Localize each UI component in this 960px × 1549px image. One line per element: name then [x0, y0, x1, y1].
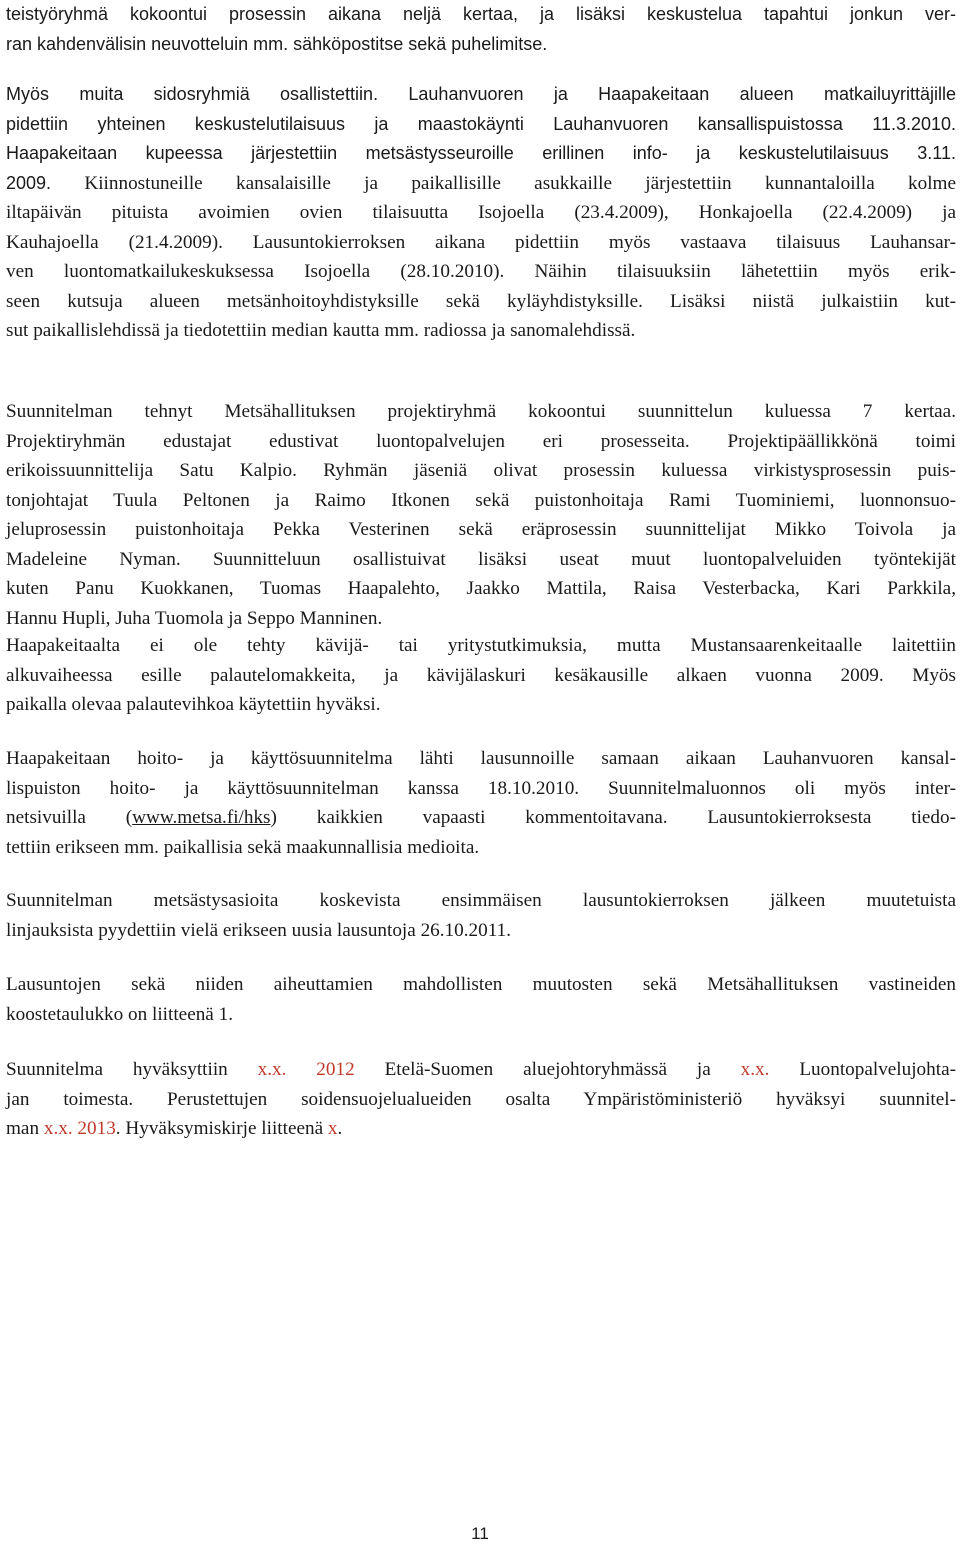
paragraph-6 — [6, 886, 956, 945]
paragraph-5-line-4: tettiin erikseen mm. paikallisia sekä maakunnallisia medioita. — [6, 836, 480, 858]
paragraph-3-line-8: Hannu Hupli, Juha Tuomola ja Seppo Manninen. — [6, 607, 383, 629]
paragraph-8 — [6, 1055, 956, 1144]
paragraph-7-line-2: koostetaulukko on liitteenä 1. — [6, 1003, 234, 1025]
paragraph-2-line-8 — [6, 287, 956, 317]
paragraph-4-line-3: paikalla olevaa palautevihkoa käytettiin hyväksi. — [6, 694, 381, 715]
paragraph-4 — [6, 631, 956, 720]
paragraph-8-text-2: Etelä-Suomen aluejohtoryhmässä ja — [354, 1059, 741, 1080]
paragraph-1-line-1: teistyöryhmä kokoontui prosessin aikana neljä kertaa, ja lisäksi keskustelua tapahtui jonkun ver- — [6, 4, 956, 24]
paragraph-3-line-3: erikoissuunnittelija Satu Kalpio. Ryhmän jäseniä olivat prosessin kuluessa virkistysprosessin puis- — [6, 460, 956, 481]
paragraph-3-line-6: Madeleine Nyman. Suunnitteluun osallistuivat lisäksi useat muut luontopalveluiden työntekijät — [6, 548, 956, 570]
paragraph-2-line-6-b: Lausuntokierroksen aikana pidettiin myös vastaava tilaisuus Lauhansar- — [222, 231, 956, 253]
paragraph-2-line-4-a: 2009. — [6, 172, 52, 193]
paragraph-2-line-2: pidettiin yhteinen keskustelutilaisuus ja maastokäynti Lauhanvuoren kansallispuistossa 11.3.2010. — [6, 113, 956, 134]
paragraph-2-line-1-b: Lauhanvuoren ja Haapakeitaan alueen matkailuyrittäjille — [378, 84, 956, 104]
paragraph-2 — [6, 80, 956, 346]
paragraph-3-line-7: kuten Panu Kuokkanen, Tuomas Haapalehto, Jaakko Mattila, Raisa Vesterbacka, Kari Parkkila, — [6, 578, 956, 599]
paragraph-8-line-1 — [6, 1055, 956, 1085]
paragraph-2-line-7-a: ven luontomatkailukeskuksessa Isojoella (28.10.2010). — [6, 261, 505, 282]
paragraph-7 — [6, 970, 956, 1029]
paragraph-2-line-5: iltapäivän pituista avoimien ovien tilaisuutta Isojoella (23.4.2009), Honkajoella (22.4.2009) ja — [6, 202, 956, 223]
paragraph-8-text-5: man — [6, 1118, 44, 1139]
paragraph-2-line-1 — [6, 80, 956, 110]
paragraph-1-line-2: ran kahdenvälisin neuvotteluin mm. sähköpostitse sekä puhelimitse. — [6, 33, 548, 54]
paragraph-3-line-2: Projektiryhmän edustajat edustivat luontopalvelujen eri prosesseita. Projektipäällikkönä toimi — [6, 430, 956, 452]
paragraph-2-line-9: sut paikallislehdissä ja tiedotettiin median kautta mm. radiossa ja sanomalehdissä. — [6, 320, 636, 341]
paragraph-2-line-6 — [6, 228, 956, 258]
placeholder-date-3: x.x. 2013 — [43, 1118, 116, 1139]
paragraph-5-line-1: Haapakeitaan hoito- ja käyttösuunnitelma lähti lausunnoille samaan aikaan Lauhanvuoren kansal- — [6, 748, 956, 769]
paragraph-6-line-2: linjauksista pyydettiin vielä erikseen uusia lausuntoja 26.10.2011. — [6, 919, 512, 941]
paragraph-3-line-1: Suunnitelman tehnyt Metsähallituksen projektiryhmä kokoontui suunnittelun kuluessa 7 kertaa. — [6, 401, 956, 422]
paragraph-8-line-3 — [6, 1114, 956, 1144]
paragraph-5-line-3-b: ) kaikkien vapaasti kommentoitavana. Lausuntokierroksesta tiedo- — [270, 807, 957, 828]
paragraph-2-line-3: Haapakeitaan kupeessa järjestettiin metsästysseuroille erillinen info- ja keskustelutilaisuus 3.11. — [6, 143, 956, 163]
paragraph-5-line-3 — [6, 803, 956, 833]
paragraph-2-line-6-a: Kauhajoella (21.4.2009). — [6, 231, 223, 253]
paragraph-2-line-4 — [6, 169, 956, 199]
paragraph-3-line-5: jeluprosessin puistonhoitaja Pekka Vesterinen sekä eräprosessin suunnittelijat Mikko Toivola ja — [6, 519, 956, 540]
paragraph-2-line-1-a: Myös muita sidosryhmiä osallistettiin. — [6, 84, 379, 104]
paragraph-3 — [6, 397, 956, 633]
paragraph-4-line-1: Haapakeitaalta ei ole tehty kävijä- tai yritystutkimuksia, mutta Mustansaarenkeitaalle laitettiin — [6, 635, 956, 656]
paragraph-8-text-1: Suunnitelma hyväksyttiin — [6, 1059, 258, 1080]
paragraph-7-line-1: Lausuntojen sekä niiden aiheuttamien mahdollisten muutosten sekä Metsähallituksen vastineiden — [6, 974, 956, 995]
paragraph-1 — [6, 0, 956, 59]
website-link[interactable]: www.metsa.fi/hks — [132, 807, 271, 828]
paragraph-6-line-1: Suunnitelman metsästysasioita koskevista ensimmäisen lausuntokierroksen jälkeen muutetuista — [6, 890, 956, 911]
paragraph-2-line-7 — [6, 257, 956, 287]
placeholder-date-2: x.x. — [740, 1059, 770, 1080]
paragraph-2-line-8-b: Lisäksi niistä julkaistiin kut- — [642, 290, 957, 312]
paragraph-2-line-7-b: Näihin tilaisuuksiin lähetettiin myös erik- — [504, 261, 956, 282]
paragraph-2-line-8-a: seen kutsuja alueen metsänhoitoyhdistyksille sekä kyläyhdistyksille. — [6, 290, 643, 312]
paragraph-4-line-2: alkuvaiheessa esille palautelomakkeita, ja kävijälaskuri kesäkausille alkaen vuonna 2009. Myös — [6, 664, 956, 686]
page-number: 11 — [471, 1524, 489, 1543]
placeholder-attachment: x — [327, 1118, 338, 1139]
placeholder-date-1: x.x. 2012 — [257, 1059, 355, 1080]
paragraph-3-line-4: tonjohtajat Tuula Peltonen ja Raimo Itkonen sekä puistonhoitaja Rami Tuominiemi, luonnonsuo- — [6, 489, 956, 511]
paragraph-8-text-3: Luontopalvelujohta- — [769, 1059, 956, 1080]
paragraph-8-text-7: . — [337, 1118, 343, 1139]
paragraph-5 — [6, 744, 956, 862]
paragraph-8-text-6: . Hyväksymiskirje liitteenä — [115, 1118, 328, 1139]
paragraph-5-line-2: lispuiston hoito- ja käyttösuunnitelman kanssa 18.10.2010. Suunnitelmaluonnos oli myös inter- — [6, 777, 956, 799]
paragraph-8-line-2: jan toimesta. Perustettujen soidensuojelualueiden osalta Ympäristöministeriö hyväksyi suunnitel- — [6, 1088, 956, 1110]
paragraph-5-line-3-a: netsivuilla ( — [6, 807, 133, 828]
paragraph-2-line-4-b: Kiinnostuneille kansalaisille ja paikallisille asukkaille järjestettiin kunnantaloilla kolme — [51, 172, 956, 194]
